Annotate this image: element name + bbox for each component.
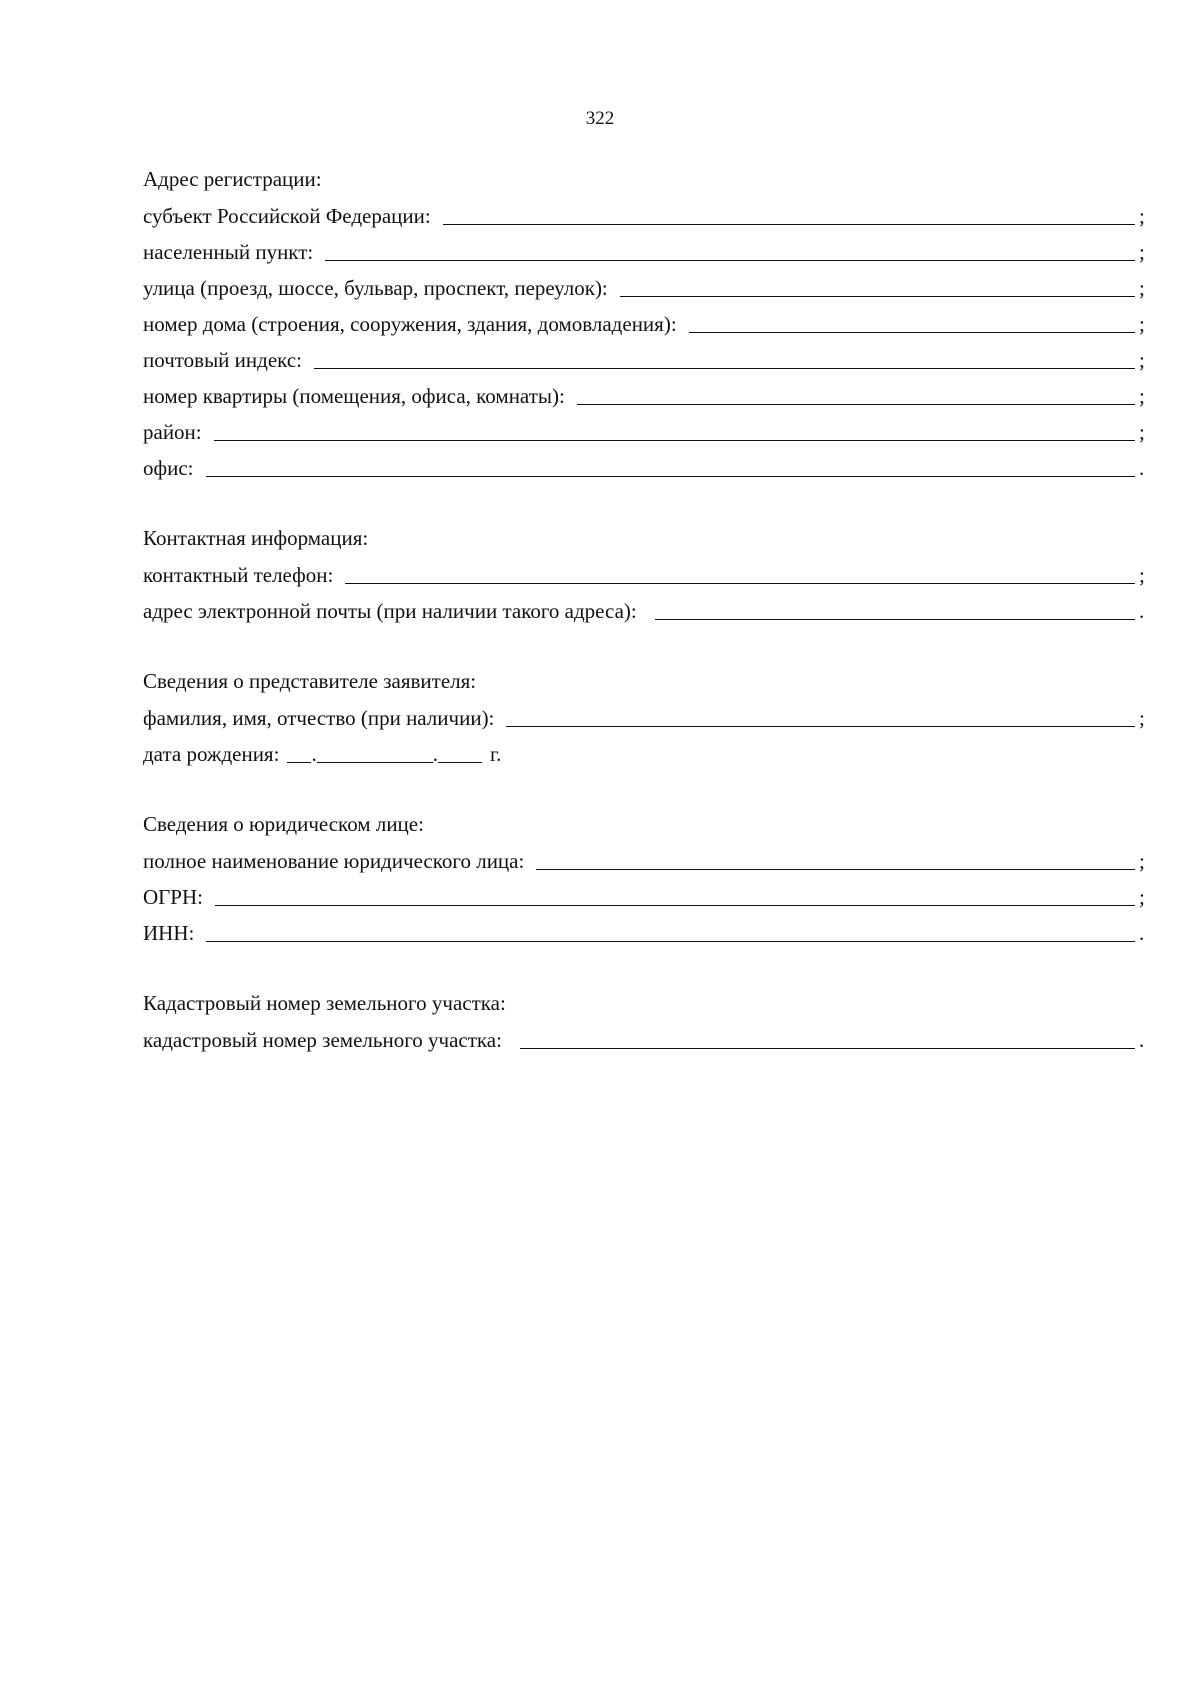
house-number-blank[interactable]	[689, 306, 1135, 333]
section-title-representative: Сведения о представителе заявителя:	[143, 669, 477, 693]
field-end-punctuation: ;	[1139, 706, 1145, 730]
field-postal-code	[143, 341, 1149, 377]
field-end-punctuation: ;	[1139, 204, 1145, 228]
district-blank[interactable]	[214, 414, 1135, 441]
section-contact-information	[143, 520, 1149, 628]
field-end-punctuation: .	[1139, 1028, 1145, 1052]
section-registration-address	[143, 161, 1149, 485]
email-blank[interactable]	[655, 593, 1135, 620]
representative-full-name-blank[interactable]	[506, 700, 1135, 727]
section-cadastral-number	[143, 985, 1149, 1057]
field-label: ОГРН:	[143, 885, 203, 909]
field-end-punctuation: ;	[1139, 276, 1145, 300]
field-subject-rf	[143, 197, 1149, 233]
field-birth-date	[143, 735, 1149, 771]
section-title-cadastral-number: Кадастровый номер земельного участка:	[143, 991, 506, 1015]
postal-code-blank[interactable]	[314, 342, 1135, 369]
field-cadastral-number	[143, 1021, 1149, 1057]
apartment-number-blank[interactable]	[577, 378, 1135, 405]
field-label: адрес электронной почты (при наличии такого адреса):	[143, 599, 637, 623]
section-title-legal-entity: Сведения о юридическом лице:	[143, 812, 424, 836]
field-label: дата рождения:	[143, 742, 280, 766]
field-end-punctuation: ;	[1139, 384, 1145, 408]
ogrn-blank[interactable]	[215, 879, 1135, 906]
field-end-punctuation: ;	[1139, 563, 1145, 587]
field-label: офис:	[143, 456, 194, 480]
date-separator: .	[432, 742, 438, 766]
field-end-punctuation: .	[1139, 921, 1145, 945]
field-street	[143, 269, 1149, 305]
field-label: контактный телефон:	[143, 563, 334, 587]
subject-rf-blank[interactable]	[443, 198, 1135, 225]
section-representative	[143, 663, 1149, 771]
field-label: улица (проезд, шоссе, бульвар, проспект, переулок):	[143, 276, 608, 300]
birth-year-blank[interactable]	[438, 740, 482, 763]
year-suffix: г.	[489, 742, 502, 766]
field-label: номер квартиры (помещения, офиса, комнаты):	[143, 384, 565, 408]
field-ogrn	[143, 878, 1149, 914]
field-locality	[143, 233, 1149, 269]
page-number: 322	[585, 108, 615, 129]
cadastral-number-blank[interactable]	[520, 1022, 1135, 1049]
street-blank[interactable]	[620, 270, 1135, 297]
field-label: полное наименование юридического лица:	[143, 849, 525, 873]
field-label: почтовый индекс:	[143, 348, 302, 372]
field-label: ИНН:	[143, 921, 195, 945]
section-title-contact-information: Контактная информация:	[143, 526, 369, 550]
application-form	[143, 161, 1149, 1092]
field-end-punctuation: .	[1139, 599, 1145, 623]
field-inn	[143, 914, 1149, 950]
section-title-registration-address: Адрес регистрации:	[143, 167, 322, 191]
field-district	[143, 413, 1149, 449]
field-label: субъект Российской Федерации:	[143, 204, 431, 228]
field-end-punctuation: ;	[1139, 240, 1145, 264]
field-end-punctuation: ;	[1139, 312, 1145, 336]
field-legal-entity-name	[143, 842, 1149, 878]
office-blank[interactable]	[206, 450, 1135, 477]
field-apartment-number	[143, 377, 1149, 413]
birth-day-blank[interactable]	[287, 740, 311, 763]
date-separator: .	[311, 742, 317, 766]
field-house-number	[143, 305, 1149, 341]
field-label: район:	[143, 420, 202, 444]
legal-entity-name-blank[interactable]	[536, 843, 1135, 870]
field-contact-phone	[143, 556, 1149, 592]
contact-phone-blank[interactable]	[345, 557, 1135, 584]
field-end-punctuation: .	[1139, 456, 1145, 480]
field-office	[143, 449, 1149, 485]
field-end-punctuation: ;	[1139, 420, 1145, 444]
birth-month-blank[interactable]	[317, 740, 433, 763]
field-email	[143, 592, 1149, 628]
field-label: номер дома (строения, сооружения, здания, домовладения):	[143, 312, 677, 336]
field-label: населенный пункт:	[143, 240, 314, 264]
field-label: кадастровый номер земельного участка:	[143, 1028, 502, 1052]
locality-blank[interactable]	[325, 234, 1135, 261]
section-legal-entity	[143, 806, 1149, 950]
field-representative-full-name	[143, 699, 1149, 735]
field-end-punctuation: ;	[1139, 885, 1145, 909]
field-end-punctuation: ;	[1139, 849, 1145, 873]
inn-blank[interactable]	[206, 915, 1135, 942]
field-label: фамилия, имя, отчество (при наличии):	[143, 706, 495, 730]
field-end-punctuation: ;	[1139, 348, 1145, 372]
